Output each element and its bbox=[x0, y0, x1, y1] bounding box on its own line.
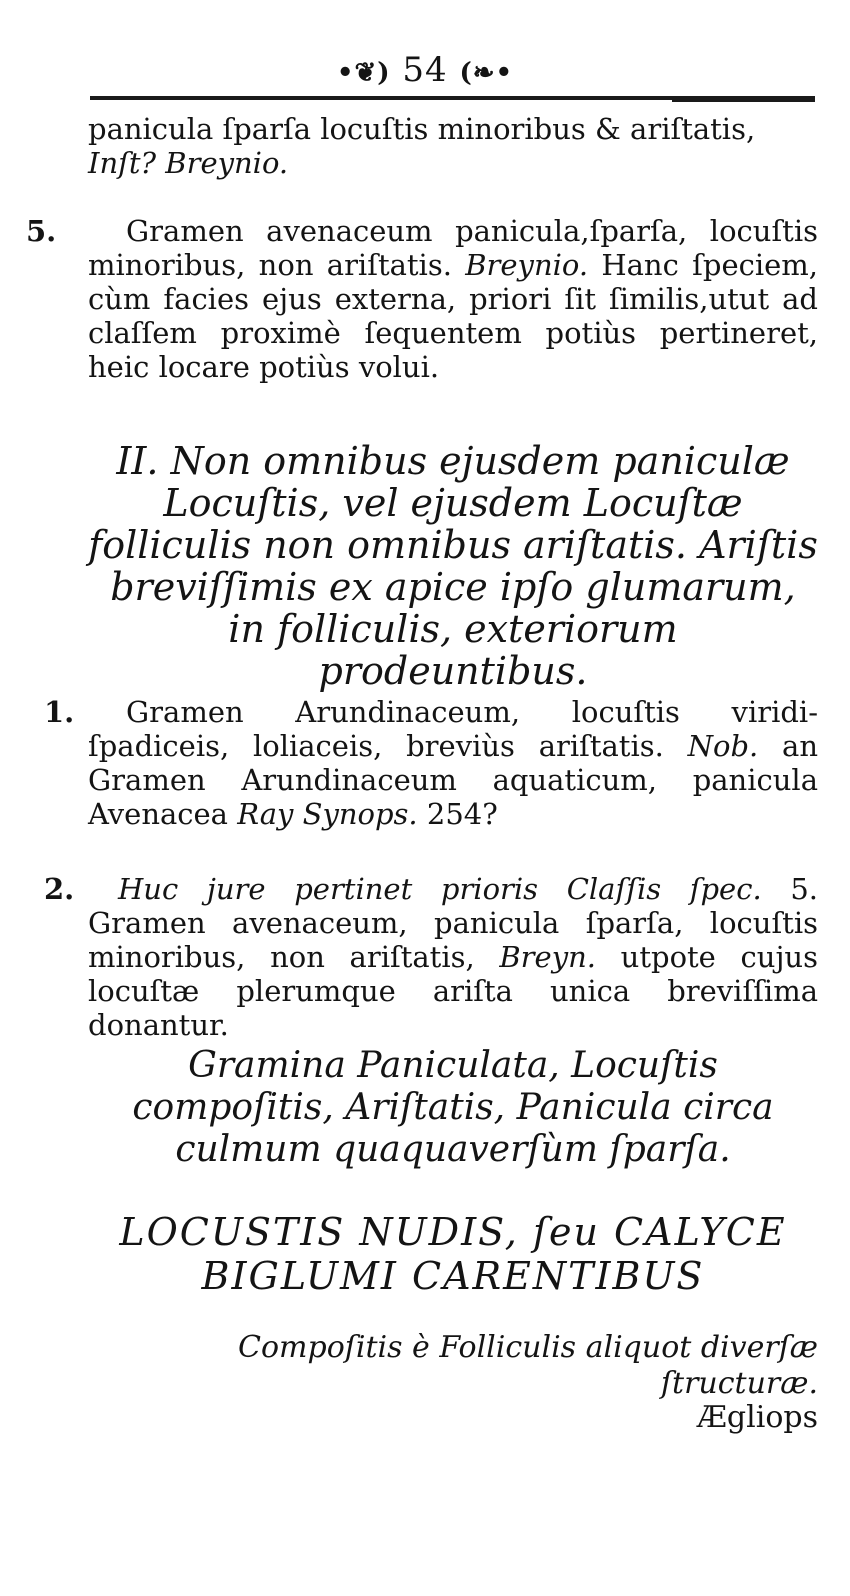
item-5-text-a: Gramen avenaceum panicula,ſparſa, locuſtis minoribus, non ariſtatis. bbox=[88, 214, 818, 282]
continuation-paragraph bbox=[88, 112, 818, 180]
continuation-line: panicula ſparſa locuſtis minoribus & ariſtatis, bbox=[88, 112, 756, 146]
item-5-author: Breynio. bbox=[465, 248, 589, 282]
item-2-intro: Huc jure pertinet prioris Claſſis ſpec. bbox=[118, 872, 762, 906]
continuation-author: Inſt? Breynio. bbox=[88, 146, 289, 180]
item-2-author: Breyn. bbox=[499, 940, 596, 974]
subheading: Compoſitis è Folliculis aliquot diverſæ ſtructuræ. bbox=[238, 1330, 818, 1401]
item-number-2: 2. bbox=[44, 872, 75, 906]
item-5-text-c: Hanc ſpeciem, cùm facies ejus externa, priori ſit ſimilis,utut ad claſſem proximè ſequentem potiùs pertineret, heic locare potiùs volui. bbox=[88, 248, 818, 384]
item-1-paragraph bbox=[88, 695, 818, 831]
ornament-right: (❧• bbox=[459, 58, 514, 88]
item-number-1: 1. bbox=[44, 695, 75, 729]
header-rule-extension bbox=[672, 98, 815, 102]
caps-heading bbox=[88, 1210, 818, 1298]
section-2-heading: II. Non omnibus ejusdem paniculæ Locuſtis, vel ejusdem Locuſtæ folliculis non omnibus ariſtatis. Ariſtis breviſſimis ex apice ipſo glumarum, in folliculis, exteriorum prodeuntibus. bbox=[88, 439, 818, 693]
catchword: Ægliops bbox=[696, 1400, 818, 1435]
item-1-text-c: an Gramen Arundinaceum aquaticum, panicula Avenacea bbox=[88, 729, 818, 831]
item-1-author: Nob. bbox=[687, 729, 759, 763]
page-number: 54 bbox=[402, 50, 448, 90]
ornament-left: •❦) bbox=[336, 58, 391, 88]
item-1-text-a: Gramen Arundinaceum, locuſtis viridi-ſpadiceis, loliaceis, breviùs ariſtatis. bbox=[88, 695, 818, 763]
gramina-heading: Gramina Paniculata, Locuſtis compoſitis, Ariſtatis, Panicula circa culmum quaquaverſùm ſparſa. bbox=[132, 1045, 774, 1170]
item-number-5: 5. bbox=[26, 214, 57, 248]
caps-heading-line-2: BIGLUMI CARENTIBUS bbox=[201, 1254, 705, 1298]
item-2-text-b: 5. Gramen avenaceum, panicula ſparſa, locuſtis minoribus, non ariſtatis, bbox=[88, 872, 818, 974]
item-1-text-e: 254? bbox=[417, 797, 498, 831]
running-header bbox=[0, 50, 850, 93]
item-1-reference: Ray Synops. bbox=[237, 797, 418, 831]
item-2-text-d: utpote cujus locuſtæ plerumque ariſta unica breviſſima donantur. bbox=[88, 940, 818, 1042]
item-2-paragraph bbox=[88, 872, 818, 1042]
item-5-paragraph bbox=[88, 214, 818, 384]
caps-heading-line-1: LOCUSTIS NUDIS, ſeu CALYCE bbox=[119, 1210, 787, 1254]
